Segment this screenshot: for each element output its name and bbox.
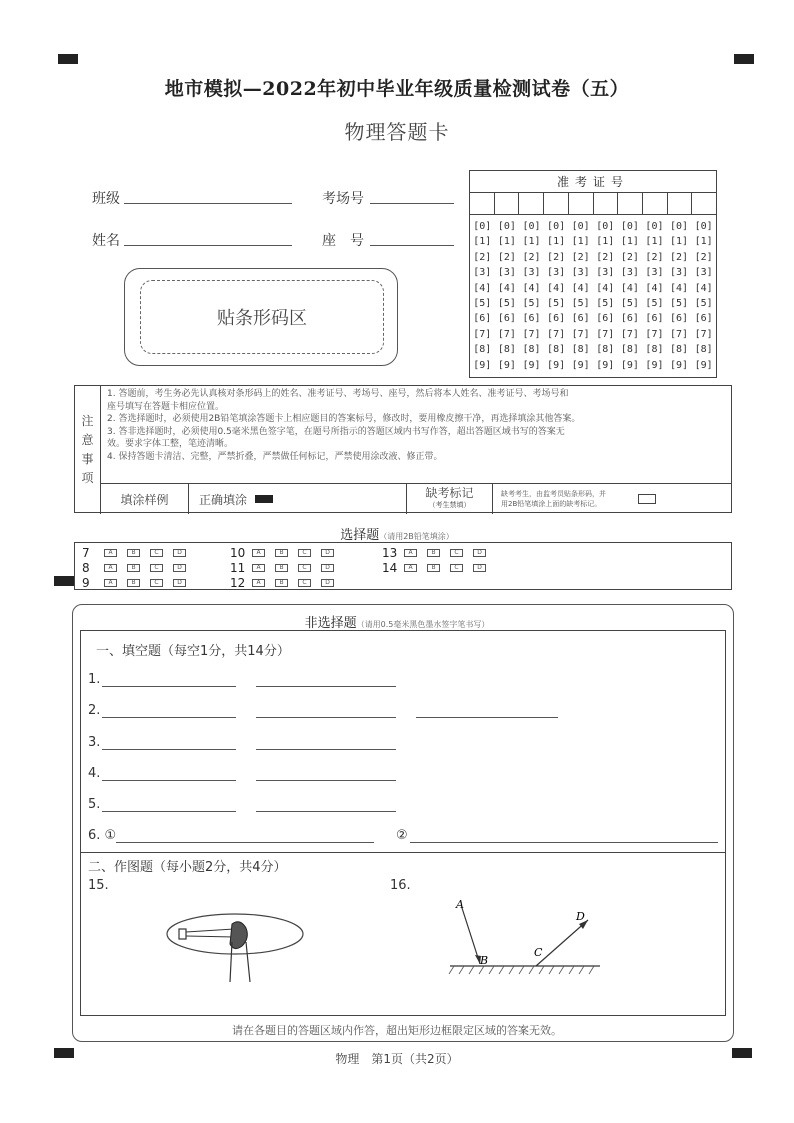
page-subtitle: 物理答题卡 xyxy=(344,120,450,144)
digit-bubble[interactable]: [1] xyxy=(620,236,639,248)
digit-bubble[interactable]: [0] xyxy=(522,221,541,232)
digit-bubble[interactable]: [1] xyxy=(571,236,590,248)
option-bubble[interactable]: A xyxy=(252,564,265,572)
digit-bubble[interactable]: [1] xyxy=(473,236,492,248)
option-bubble[interactable]: C xyxy=(298,564,311,572)
digit-bubble[interactable]: [2] xyxy=(497,251,516,263)
digit-bubble[interactable]: [4] xyxy=(522,282,541,294)
absent-mark-sub: （考生禁填） xyxy=(428,501,471,509)
fill-item-number: 2. xyxy=(88,703,101,718)
answer-line[interactable] xyxy=(102,686,236,687)
choice-question-row xyxy=(230,546,344,560)
option-bubble[interactable]: D xyxy=(173,579,186,587)
digit-bubble[interactable]: [3] xyxy=(694,267,713,279)
digit-bubble[interactable]: [7] xyxy=(571,328,590,340)
option-bubble[interactable]: C xyxy=(298,579,311,587)
digit-bubble[interactable]: [6] xyxy=(547,313,566,325)
exam-number-column xyxy=(495,215,520,373)
digit-bubble[interactable]: [0] xyxy=(547,221,566,232)
exam-digit-box[interactable] xyxy=(519,193,544,214)
option-bubble[interactable]: B xyxy=(275,579,288,587)
exam-number-bubbles xyxy=(470,215,716,373)
choice-question-row xyxy=(82,561,196,575)
digit-bubble[interactable]: [3] xyxy=(596,267,615,279)
digit-bubble[interactable]: [3] xyxy=(571,267,590,279)
footer-note: 请在各题目的答题区域内作答，超出矩形边框限定区域的答案无效。 xyxy=(232,1024,562,1037)
choice-question-row xyxy=(230,561,344,575)
digit-bubble[interactable]: [8] xyxy=(670,344,689,356)
exam-digit-box[interactable] xyxy=(495,193,520,214)
fill-example-label: 填涂样例 xyxy=(101,484,189,514)
digit-bubble[interactable]: [8] xyxy=(547,344,566,356)
digit-bubble[interactable]: [0] xyxy=(645,221,664,232)
option-bubble[interactable]: A xyxy=(104,564,117,572)
digit-bubble[interactable]: [3] xyxy=(497,267,516,279)
question-number: 9 xyxy=(82,576,90,590)
digit-bubble[interactable]: [3] xyxy=(547,267,566,279)
digit-bubble[interactable]: [7] xyxy=(473,328,492,340)
correct-fill-cell xyxy=(189,484,407,514)
notice-line: 座号填写在答题卡相应位置。 xyxy=(107,401,225,412)
option-bubble[interactable]: D xyxy=(473,564,486,572)
digit-bubble[interactable]: [9] xyxy=(571,359,590,371)
absent-desc-line: 缺考考生，由监考员贴条形码，并 xyxy=(501,490,606,498)
digit-bubble[interactable]: [5] xyxy=(596,298,615,310)
choice-section-title xyxy=(0,524,794,543)
fill-item-number: 1. xyxy=(88,672,101,687)
digit-bubble[interactable]: [7] xyxy=(670,328,689,340)
name-field[interactable] xyxy=(124,245,292,246)
exam-digit-box[interactable] xyxy=(692,193,716,214)
answer-line[interactable] xyxy=(416,717,558,718)
choice-question-row xyxy=(82,576,196,590)
label-b: B xyxy=(480,954,489,967)
fill-item-number: 4. xyxy=(88,766,101,781)
notice-side-label xyxy=(75,386,101,514)
room-field[interactable] xyxy=(370,203,454,204)
exam-digit-box[interactable] xyxy=(594,193,619,214)
option-bubble[interactable]: C xyxy=(150,564,163,572)
digit-bubble[interactable]: [7] xyxy=(522,328,541,340)
exam-number-column xyxy=(691,215,716,373)
digit-bubble[interactable]: [2] xyxy=(547,251,566,263)
digit-bubble[interactable]: [2] xyxy=(694,251,713,263)
digit-bubble[interactable]: [0] xyxy=(497,221,516,232)
digit-bubble[interactable]: [9] xyxy=(694,359,713,371)
answer-line[interactable] xyxy=(410,842,718,843)
absent-desc-line: 用2B铅笔填涂上面的缺考标记。 xyxy=(501,500,602,508)
digit-bubble[interactable]: [8] xyxy=(473,344,492,356)
option-bubble[interactable]: D xyxy=(321,549,334,557)
notice-text xyxy=(107,388,727,463)
notice-char: 事 xyxy=(81,452,94,466)
question-number: 13 xyxy=(382,546,398,560)
digit-bubble[interactable]: [5] xyxy=(645,298,664,310)
digit-bubble[interactable]: [0] xyxy=(670,221,689,232)
option-bubble[interactable]: B xyxy=(427,564,440,572)
option-bubble[interactable]: B xyxy=(427,549,440,557)
option-bubble[interactable]: A xyxy=(104,579,117,587)
choice-question-row xyxy=(382,561,496,575)
absent-mark-cell xyxy=(407,484,493,514)
digit-bubble[interactable]: [8] xyxy=(522,344,541,356)
digit-bubble[interactable]: [7] xyxy=(596,328,615,340)
fill-item-number: 5. xyxy=(88,797,101,812)
digit-bubble[interactable]: [7] xyxy=(547,328,566,340)
digit-bubble[interactable]: [3] xyxy=(473,267,492,279)
page-number: 物理 第1页（共2页） xyxy=(335,1052,459,1066)
mirror-hatching xyxy=(449,966,594,974)
digit-bubble[interactable]: [8] xyxy=(645,344,664,356)
exam-number-title: 准考证号 xyxy=(470,171,716,193)
digit-bubble[interactable]: [3] xyxy=(620,267,639,279)
registration-mark-top-right xyxy=(734,54,754,64)
digit-bubble[interactable]: [8] xyxy=(571,344,590,356)
digit-bubble[interactable]: [9] xyxy=(620,359,639,371)
notice-char: 意 xyxy=(81,433,94,447)
option-bubble[interactable]: B xyxy=(127,579,140,587)
digit-bubble[interactable]: [6] xyxy=(596,313,615,325)
option-bubble[interactable]: B xyxy=(275,564,288,572)
option-bubble[interactable]: A xyxy=(252,549,265,557)
exam-number-column xyxy=(519,215,544,373)
digit-bubble[interactable]: [4] xyxy=(473,282,492,294)
question-number: 12 xyxy=(230,576,246,590)
notice-line: 3. 答非选择题时，必须使用0.5毫米黑色签字笔，在题号所指示的答题区域内书写作答，超出答题区域书写的答案无 xyxy=(107,426,565,437)
digit-bubble[interactable]: [0] xyxy=(571,221,590,232)
label-c: C xyxy=(534,946,543,959)
notice-line: 1. 答题前，考生务必先认真核对条形码上的姓名、准考证号、考场号、座号，然后将本人姓名、准考证号、考场号和 xyxy=(107,389,569,399)
fill-item-number: 6. ① xyxy=(88,828,117,843)
hand-icon xyxy=(230,922,247,949)
nonchoice-title: 非选择题 xyxy=(304,616,357,631)
notice-box xyxy=(74,385,732,513)
notice-char: 项 xyxy=(81,471,94,485)
choice-title: 选择题 xyxy=(340,528,380,543)
digit-bubble[interactable]: [0] xyxy=(473,221,492,232)
nonchoice-section-title xyxy=(0,612,794,631)
exam-number-column xyxy=(667,215,692,373)
option-bubble[interactable]: C xyxy=(298,549,311,557)
digit-bubble[interactable]: [2] xyxy=(596,251,615,263)
digit-bubble[interactable]: [2] xyxy=(670,251,689,263)
exam-number-column xyxy=(618,215,643,373)
choice-question-row xyxy=(382,546,496,560)
digit-bubble[interactable]: [1] xyxy=(497,236,516,248)
choice-note: （请用2B铅笔填涂） xyxy=(379,532,454,541)
digit-bubble[interactable]: [7] xyxy=(497,328,516,340)
option-bubble[interactable]: C xyxy=(450,549,463,557)
option-bubble[interactable]: C xyxy=(150,549,163,557)
question-number: 7 xyxy=(82,546,90,560)
digit-bubble[interactable]: [6] xyxy=(620,313,639,325)
exam-digit-box[interactable] xyxy=(618,193,643,214)
digit-bubble[interactable]: [3] xyxy=(522,267,541,279)
option-bubble[interactable]: D xyxy=(321,564,334,572)
answer-line[interactable] xyxy=(102,749,236,750)
digit-bubble[interactable]: [5] xyxy=(694,298,713,310)
digit-bubble[interactable]: [4] xyxy=(596,282,615,294)
digit-bubble[interactable]: [0] xyxy=(694,221,713,232)
correct-fill-label: 正确填涂 xyxy=(199,492,248,507)
digit-bubble[interactable]: [4] xyxy=(547,282,566,294)
digit-bubble[interactable]: [9] xyxy=(473,359,492,371)
digit-bubble[interactable]: [9] xyxy=(596,359,615,371)
digit-bubble[interactable]: [9] xyxy=(547,359,566,371)
option-bubble[interactable]: D xyxy=(321,579,334,587)
seat-label: 座 号 xyxy=(322,233,364,249)
notice-line: 2. 答选择题时，必须使用2B铅笔填涂答题卡上相应题目的答案标号，修改时，要用橡皮擦干净，再选择填涂其他答案。 xyxy=(107,414,581,424)
digit-bubble[interactable]: [5] xyxy=(547,298,566,310)
exam-digit-box[interactable] xyxy=(470,193,495,214)
digit-bubble[interactable]: [6] xyxy=(473,313,492,325)
digit-bubble[interactable]: [9] xyxy=(670,359,689,371)
figure-16-drawing xyxy=(440,894,610,984)
registration-mark-top-left xyxy=(58,54,78,64)
answer-line[interactable] xyxy=(256,717,396,718)
digit-bubble[interactable]: [4] xyxy=(571,282,590,294)
fill-section-title: 一、填空题（每空1分，共14分） xyxy=(96,644,290,659)
class-field[interactable] xyxy=(124,203,292,204)
answer-line[interactable] xyxy=(256,811,396,812)
digit-bubble[interactable]: [6] xyxy=(670,313,689,325)
digit-bubble[interactable]: [1] xyxy=(596,236,615,248)
question-number: 8 xyxy=(82,561,90,575)
digit-bubble[interactable]: [1] xyxy=(694,236,713,248)
notice-line: 效。要求字体工整，笔迹清晰。 xyxy=(107,439,234,449)
digit-bubble[interactable]: [1] xyxy=(670,236,689,248)
option-bubble[interactable]: A xyxy=(104,549,117,557)
digit-bubble[interactable]: [5] xyxy=(497,298,516,310)
exam-digit-box[interactable] xyxy=(544,193,569,214)
answer-line[interactable] xyxy=(256,686,396,687)
digit-bubble[interactable]: [4] xyxy=(645,282,664,294)
digit-bubble[interactable]: [4] xyxy=(694,282,713,294)
exam-number-column xyxy=(470,215,495,373)
question-number: 10 xyxy=(230,546,246,560)
object-block xyxy=(179,929,186,939)
ray-cd xyxy=(536,920,588,966)
absent-desc-cell xyxy=(493,484,731,514)
choice-question-row xyxy=(82,546,196,560)
exam-number-column xyxy=(544,215,569,373)
exam-number-column xyxy=(642,215,667,373)
room-label: 考场号 xyxy=(322,191,364,207)
draw-section-title: 二、作图题（每小题2分，共4分） xyxy=(88,860,287,875)
digit-bubble[interactable]: [1] xyxy=(547,236,566,248)
answer-line[interactable] xyxy=(102,780,236,781)
exam-number-column xyxy=(568,215,593,373)
digit-bubble[interactable]: [6] xyxy=(571,313,590,325)
digit-bubble[interactable]: [6] xyxy=(497,313,516,325)
fill-item-number: 3. xyxy=(88,735,101,750)
absent-mark-label: 缺考标记 xyxy=(425,486,474,500)
q16-number: 16. xyxy=(390,878,411,893)
q15-number: 15. xyxy=(88,878,109,893)
exam-number-write-boxes xyxy=(470,193,716,215)
answer-line[interactable] xyxy=(102,717,236,718)
choice-question-row xyxy=(230,576,344,590)
answer-line[interactable] xyxy=(102,811,236,812)
exam-number-column xyxy=(593,215,618,373)
digit-bubble[interactable]: [5] xyxy=(522,298,541,310)
section-divider xyxy=(80,852,726,853)
nonchoice-note: （请用0.5毫米黑色墨水签字笔书写） xyxy=(356,620,490,629)
digit-bubble[interactable]: [4] xyxy=(620,282,639,294)
digit-bubble[interactable]: [7] xyxy=(620,328,639,340)
digit-bubble[interactable]: [2] xyxy=(645,251,664,263)
digit-bubble[interactable]: [8] xyxy=(620,344,639,356)
digit-bubble[interactable]: [3] xyxy=(670,267,689,279)
option-bubble[interactable]: B xyxy=(127,549,140,557)
seat-field[interactable] xyxy=(370,245,454,246)
filled-bubble-sample xyxy=(255,495,273,503)
option-bubble[interactable]: B xyxy=(127,564,140,572)
digit-bubble[interactable]: [5] xyxy=(571,298,590,310)
digit-bubble[interactable]: [2] xyxy=(522,251,541,263)
digit-bubble[interactable]: [8] xyxy=(497,344,516,356)
digit-bubble[interactable]: [8] xyxy=(694,344,713,356)
digit-bubble[interactable]: [6] xyxy=(694,313,713,325)
option-bubble[interactable]: A xyxy=(404,564,417,572)
digit-bubble[interactable]: [2] xyxy=(571,251,590,263)
digit-bubble[interactable]: [1] xyxy=(645,236,664,248)
digit-bubble[interactable]: [5] xyxy=(670,298,689,310)
notice-char: 注 xyxy=(81,414,94,428)
fill-item-number: ② xyxy=(396,828,408,843)
digit-bubble[interactable]: [6] xyxy=(522,313,541,325)
exam-number-grid xyxy=(469,170,717,378)
exam-digit-box[interactable] xyxy=(569,193,594,214)
answer-line[interactable] xyxy=(256,749,396,750)
digit-bubble[interactable]: [0] xyxy=(620,221,639,232)
answer-line[interactable] xyxy=(256,780,396,781)
barcode-label: 贴条形码区 xyxy=(140,280,384,354)
class-label: 班级 xyxy=(92,191,120,207)
fill-example-row xyxy=(101,483,731,513)
notice-line: 4. 保持答题卡清洁、完整，严禁折叠，严禁做任何标记，严禁使用涂改液、修正带。 xyxy=(107,451,443,462)
string-line xyxy=(186,929,234,932)
digit-bubble[interactable]: [4] xyxy=(497,282,516,294)
digit-bubble[interactable]: [0] xyxy=(596,221,615,232)
option-bubble[interactable]: C xyxy=(150,579,163,587)
question-number: 14 xyxy=(382,561,398,575)
digit-bubble[interactable]: [1] xyxy=(522,236,541,248)
digit-bubble[interactable]: [9] xyxy=(645,359,664,371)
exam-digit-box[interactable] xyxy=(643,193,668,214)
digit-bubble[interactable]: [6] xyxy=(645,313,664,325)
digit-bubble[interactable]: [2] xyxy=(620,251,639,263)
digit-bubble[interactable]: [7] xyxy=(645,328,664,340)
option-bubble[interactable]: B xyxy=(275,549,288,557)
option-bubble[interactable]: C xyxy=(450,564,463,572)
name-label: 姓名 xyxy=(92,233,120,249)
string-line xyxy=(186,936,234,937)
digit-bubble[interactable]: [9] xyxy=(522,359,541,371)
digit-bubble[interactable]: [9] xyxy=(497,359,516,371)
question-number: 11 xyxy=(230,561,246,575)
digit-bubble[interactable]: [2] xyxy=(473,251,492,263)
page-title: 地市模拟—2022年初中毕业年级质量检测试卷（五） xyxy=(164,78,630,100)
option-bubble[interactable]: D xyxy=(473,549,486,557)
absent-desc xyxy=(501,489,606,509)
digit-bubble[interactable]: [8] xyxy=(596,344,615,356)
option-bubble[interactable]: D xyxy=(173,564,186,572)
answer-line[interactable] xyxy=(116,842,374,843)
option-bubble[interactable]: A xyxy=(252,579,265,587)
digit-bubble[interactable]: [3] xyxy=(645,267,664,279)
label-d: D xyxy=(576,910,585,923)
digit-bubble[interactable]: [5] xyxy=(620,298,639,310)
digit-bubble[interactable]: [4] xyxy=(670,282,689,294)
figure-15-drawing xyxy=(160,902,310,992)
option-bubble[interactable]: A xyxy=(404,549,417,557)
digit-bubble[interactable]: [7] xyxy=(694,328,713,340)
absent-mark-bubble[interactable] xyxy=(638,494,656,504)
exam-digit-box[interactable] xyxy=(668,193,693,214)
digit-bubble[interactable]: [5] xyxy=(473,298,492,310)
registration-mark-middle-left xyxy=(54,576,74,586)
label-a: A xyxy=(456,898,464,911)
option-bubble[interactable]: D xyxy=(173,549,186,557)
